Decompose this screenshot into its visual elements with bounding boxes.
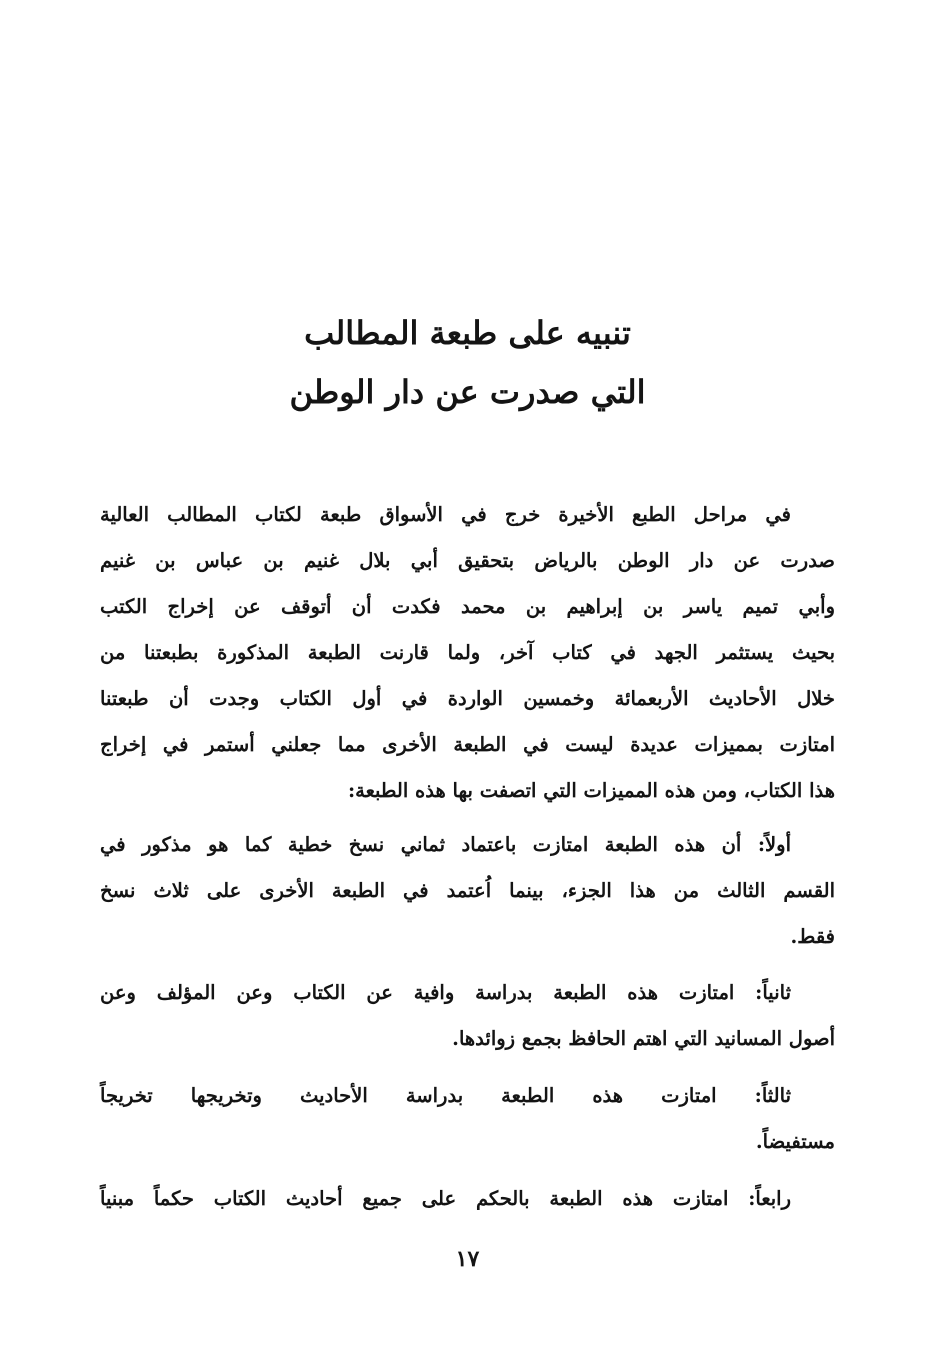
point-first-line-1 <box>100 822 835 868</box>
point-third-line-2: مستفيضاً. <box>755 1130 835 1153</box>
point-third-text: امتازت هذه الطبعة بدراسة الأحاديث وتخريجها تخريجاً <box>100 1084 755 1107</box>
point-second-lead: ثانياً: <box>755 981 791 1004</box>
point-fourth-lead: رابعاً: <box>748 1187 791 1210</box>
point-fourth-paragraph <box>100 1176 835 1222</box>
page-number: ١٧ <box>455 1246 480 1272</box>
point-fourth-text: امتازت هذه الطبعة بالحكم على جميع أحاديث الكتاب حكماً مبنياً <box>100 1187 749 1210</box>
point-first-lead: أولاً: <box>757 833 791 856</box>
point-second-line-1 <box>100 970 835 1016</box>
intro-line: وأبي تميم ياسر بن إبراهيم بن محمد فكدت أن أتوقف عن إخراج الكتب <box>100 595 835 618</box>
point-third-lead: ثالثاً: <box>754 1084 791 1107</box>
page-title-line-1: تنبيه على طبعة المطالب <box>304 314 631 352</box>
intro-line: صدرت عن دار الوطن بالرياض بتحقيق أبي بلال غنيم بن عباس بن غنيم <box>100 549 835 572</box>
point-first-line-3: فقط. <box>790 925 835 948</box>
point-second-paragraph <box>100 970 835 1062</box>
point-second-line-2: أصول المسانيد التي اهتم الحافظ بجمع زوائدها. <box>452 1027 835 1050</box>
point-first-text: أن هذه الطبعة امتازت باعتماد ثماني نسخ خطية كما هو مذكور في <box>100 833 758 856</box>
page-title-line-2: التي صدرت عن دار الوطن <box>289 373 646 411</box>
point-second-text: امتازت هذه الطبعة بدراسة وافية عن الكتاب وعن المؤلف وعن <box>100 981 756 1004</box>
intro-line: بحيث يستثمر الجهد في كتاب آخر، ولما قارنت الطبعة المذكورة بطبعتنا من <box>100 641 835 664</box>
point-third-paragraph <box>100 1073 835 1165</box>
point-fourth-line-1 <box>100 1176 835 1222</box>
point-first-line-2: القسم الثالث من هذا الجزء، بينما اُعتمد في الطبعة الأخرى على ثلاث نسخ <box>100 879 835 902</box>
point-third-line-1 <box>100 1073 835 1119</box>
intro-line: خلال الأحاديث الأربعمائة وخمسين الواردة في أول الكتاب وجدت أن طبعتنا <box>100 687 835 710</box>
point-first-paragraph <box>100 822 835 960</box>
intro-line: امتازت بمميزات عديدة ليست في الطبعة الأخرى مما جعلني أستمر في إخراج <box>100 733 835 756</box>
intro-line: في مراحل الطبع الأخيرة خرج في الأسواق طبعة لكتاب المطالب العالية <box>100 503 791 526</box>
intro-line: هذا الكتاب، ومن هذه المميزات التي اتصفت بها هذه الطبعة: <box>347 779 835 802</box>
intro-paragraph <box>100 492 835 814</box>
